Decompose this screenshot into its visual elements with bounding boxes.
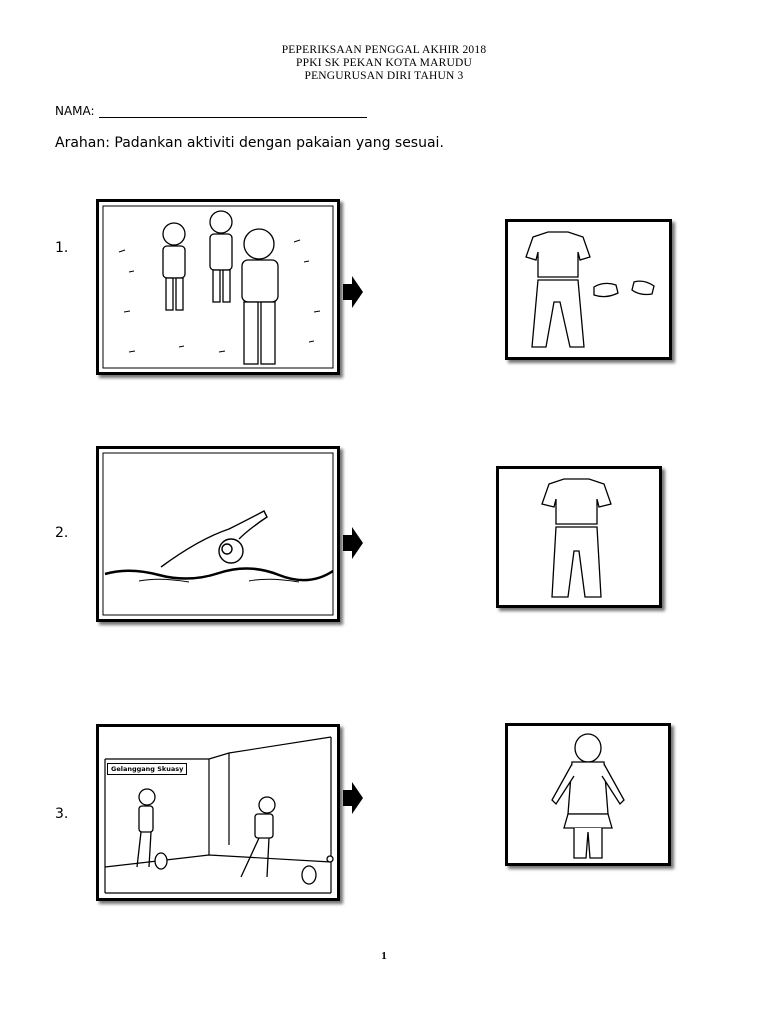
- arrow-right-icon: [343, 527, 363, 559]
- activity-picture-swimming: [96, 446, 340, 622]
- clothing-picture-tshirt-trousers[interactable]: [496, 466, 662, 608]
- swimsuit-illustration: [508, 726, 668, 863]
- tshirt-trousers-illustration: [499, 469, 659, 605]
- arrow-right-icon: [343, 276, 363, 308]
- name-label: NAMA:: [55, 104, 95, 118]
- header-line-1: PEPERIKSAAN PENGGAL AKHIR 2018: [281, 44, 487, 56]
- activity-picture-outdoor-play: [96, 199, 340, 375]
- header-line-2: PPKI SK PEKAN KOTA MARUDU: [296, 57, 472, 69]
- arrow-right-icon: [343, 782, 363, 814]
- children-playing-illustration: [99, 202, 337, 372]
- clothing-picture-swimsuit[interactable]: [505, 723, 671, 866]
- header-line-3: PENGURUSAN DIRI TAHUN 3: [304, 70, 464, 82]
- name-row: [55, 104, 367, 118]
- question-number-2: 2.: [55, 525, 69, 541]
- activity-picture-squash: [96, 724, 340, 901]
- swimmer-illustration: [99, 449, 337, 619]
- exam-header: [0, 44, 768, 83]
- question-number-1: 1.: [55, 240, 69, 256]
- page-number: 1: [381, 950, 387, 962]
- tracksuit-shoes-illustration: [508, 222, 669, 357]
- clothing-picture-tracksuit-shoes[interactable]: [505, 219, 672, 360]
- squash-players-illustration: [99, 727, 337, 898]
- instruction-text: Arahan: Padankan aktiviti dengan pakaian yang sesuai.: [55, 135, 444, 151]
- name-field-line[interactable]: [99, 105, 367, 118]
- question-number-3: 3.: [55, 806, 69, 822]
- court-sign: Gelanggang Skuasy: [107, 763, 187, 775]
